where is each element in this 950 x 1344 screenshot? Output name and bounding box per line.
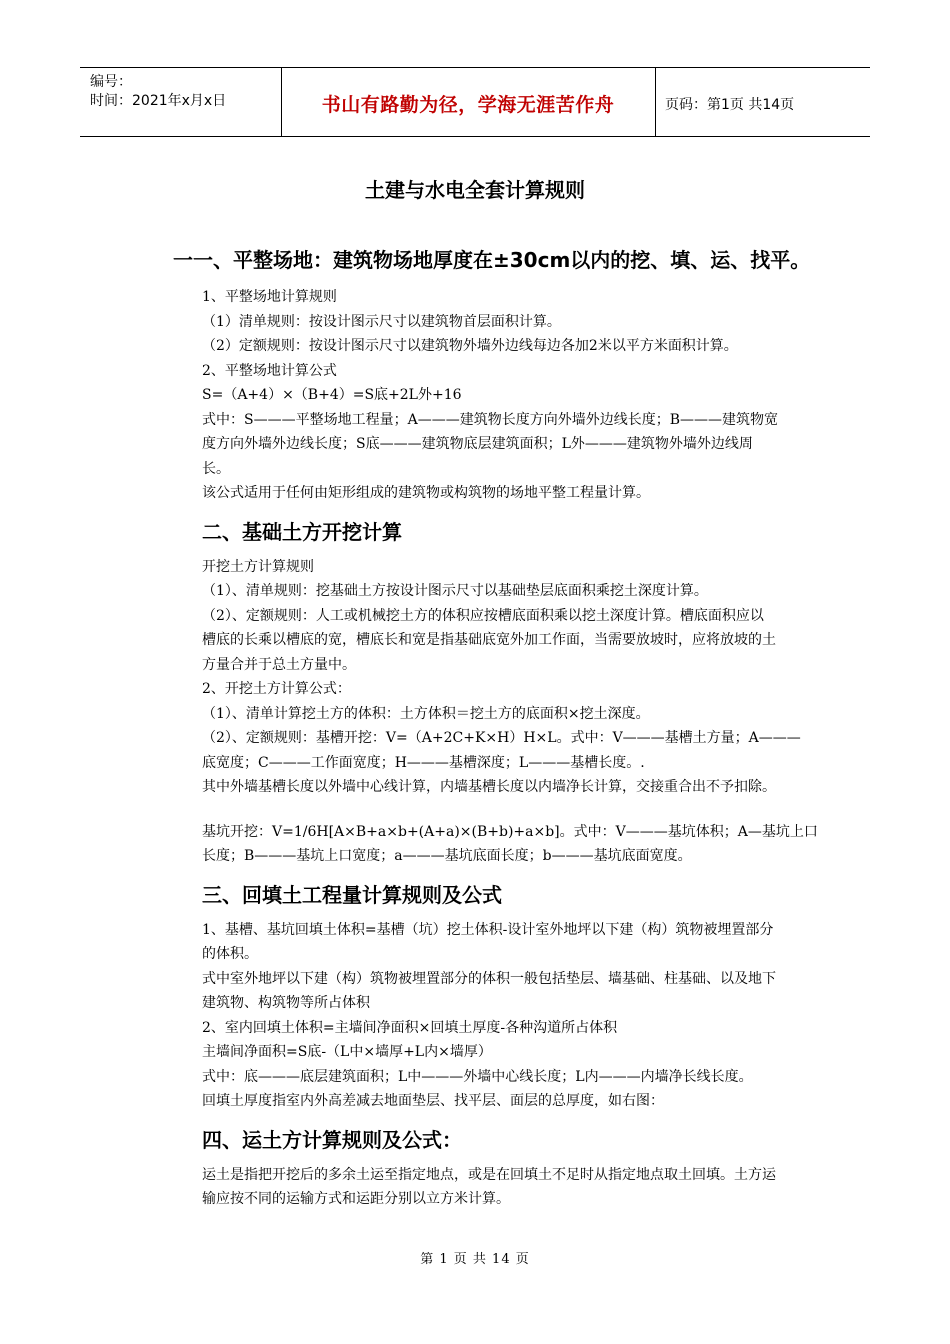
paragraph-line: 度方向外墙外边线长度；S底———建筑物底层建筑面积；L外———建筑物外墙外边线周 [202,436,753,452]
section-4-body [202,1163,892,1212]
section-1-heading: 一一、平整场地：建筑物场地厚度在±30cm以内的挖、填、运、找平。 [173,248,811,272]
paragraph-line: 主墙间净面积=S底-（L中×墙厚+L内×墙厚） [202,1044,492,1060]
paragraph-line: （2）、定额规则：基槽开挖：V=（A+2C+K×H）H×L。式中：V———基槽土方量；A——— [202,730,801,746]
paragraph-line: （1）、清单计算挖土方的体积：土方体积＝挖土方的底面积×挖土深度。 [202,705,650,722]
section-3-heading: 三、回填土工程量计算规则及公式 [202,882,502,907]
section-1-body [202,285,892,506]
section-3-body [202,918,892,1114]
paragraph-line: 2、室内回填土体积=主墙间净面积×回填土厚度-各种沟道所占体积 [202,1019,618,1036]
paragraph-line: 1、基槽、基坑回填土体积=基槽（坑）挖土体积-设计室外地坪以下建（构）筑物被埋置部分 [202,921,774,938]
document-time-label: 时间：2021年x月x日 [90,93,227,109]
paragraph-line: 该公式适用于任何由矩形组成的建筑物或构筑物的场地平整工程量计算。 [202,485,650,501]
paragraph-line: 输应按不同的运输方式和运距分别以立方米计算。 [202,1191,510,1207]
paragraph-line: 槽底的长乘以槽底的宽，槽底长和宽是指基础底宽外加工作面，当需要放坡时，应将放坡的土 [202,632,776,648]
paragraph-line: 方量合并于总土方量中。 [202,656,356,673]
paragraph-line: （1）清单规则：按设计图示尺寸以建筑物首层面积计算。 [202,313,561,330]
paragraph-line: S=（A+4）×（B+4）=S底+2L外+16 [202,387,462,403]
paragraph-line: 式中：S———平整场地工程量；A———建筑物长度方向外墙外边线长度；B———建筑物宽 [202,411,778,428]
paragraph-line: 其中外墙基槽长度以外墙中心线计算，内墙基槽长度以内墙净长计算，交接重合出不予扣除。 [202,779,776,795]
paragraph-line: 的体积。 [202,946,258,962]
paragraph-line: 长。 [202,460,230,477]
paragraph-line: （1）、清单规则：挖基础土方按设计图示尺寸以基础垫层底面积乘挖土深度计算。 [202,583,708,599]
header-meta [90,73,226,111]
paragraph-line: 基坑开挖：V=1/6H[A×B+a×b+(A+a)×(B+b)+a×b]。式中：V———基坑体积；A—基坑上口 [202,823,818,840]
section-4-heading: 四、运土方计算规则及公式： [202,1127,462,1152]
paragraph-line: 式中室外地坪以下建（构）筑物被埋置部分的体积一般包括垫层、墙基础、柱基础、以及地下 [202,970,776,987]
paragraph-line: 开挖土方计算规则 [202,558,314,575]
header-page-info: 页码：第1页 共14页 [665,97,795,113]
paragraph-line: 回填土厚度指室内外高差减去地面垫层、找平层、面层的总厚度，如右图： [202,1093,664,1109]
document-title: 土建与水电全套计算规则 [365,178,585,202]
section-2-body [202,555,892,869]
document-number-label: 编号： [90,74,132,90]
paragraph-line: 底宽度；C———工作面宽度；H———基槽深度；L———基槽长度。. [202,754,645,771]
paragraph-line: 建筑物、构筑物等所占体积 [202,995,370,1011]
paragraph-line: 长度；B———基坑上口宽度；a———基坑底面长度；b———基坑底面宽度。 [202,848,692,864]
blank-line [202,800,892,820]
paragraph-line: 运土是指把开挖后的多余土运至指定地点，或是在回填土不足时从指定地点取土回填。土方运 [202,1166,776,1183]
paragraph-line: 2、开挖土方计算公式： [202,681,351,697]
page-header [80,67,870,137]
paragraph-line: （2）定额规则：按设计图示尺寸以建筑物外墙外边线每边各加2米以平方米面积计算。 [202,338,738,354]
header-divider [655,68,656,136]
page-footer: 第 1 页 共 14 页 [420,1252,530,1267]
paragraph-line: 2、平整场地计算公式 [202,362,337,379]
paragraph-line: 式中：底———底层建筑面积；L中———外墙中心线长度；L内———内墙净长线长度。 [202,1068,753,1085]
paragraph-line: （2）、定额规则：人工或机械挖土方的体积应按槽底面积乘以挖土深度计算。槽底面积应以 [202,607,764,624]
section-2-heading: 二、基础土方开挖计算 [202,519,402,544]
paragraph-line: 1、平整场地计算规则 [202,289,337,305]
header-motto: 书山有路勤为径，学海无涯苦作舟 [321,94,615,116]
document-body [173,244,892,1212]
